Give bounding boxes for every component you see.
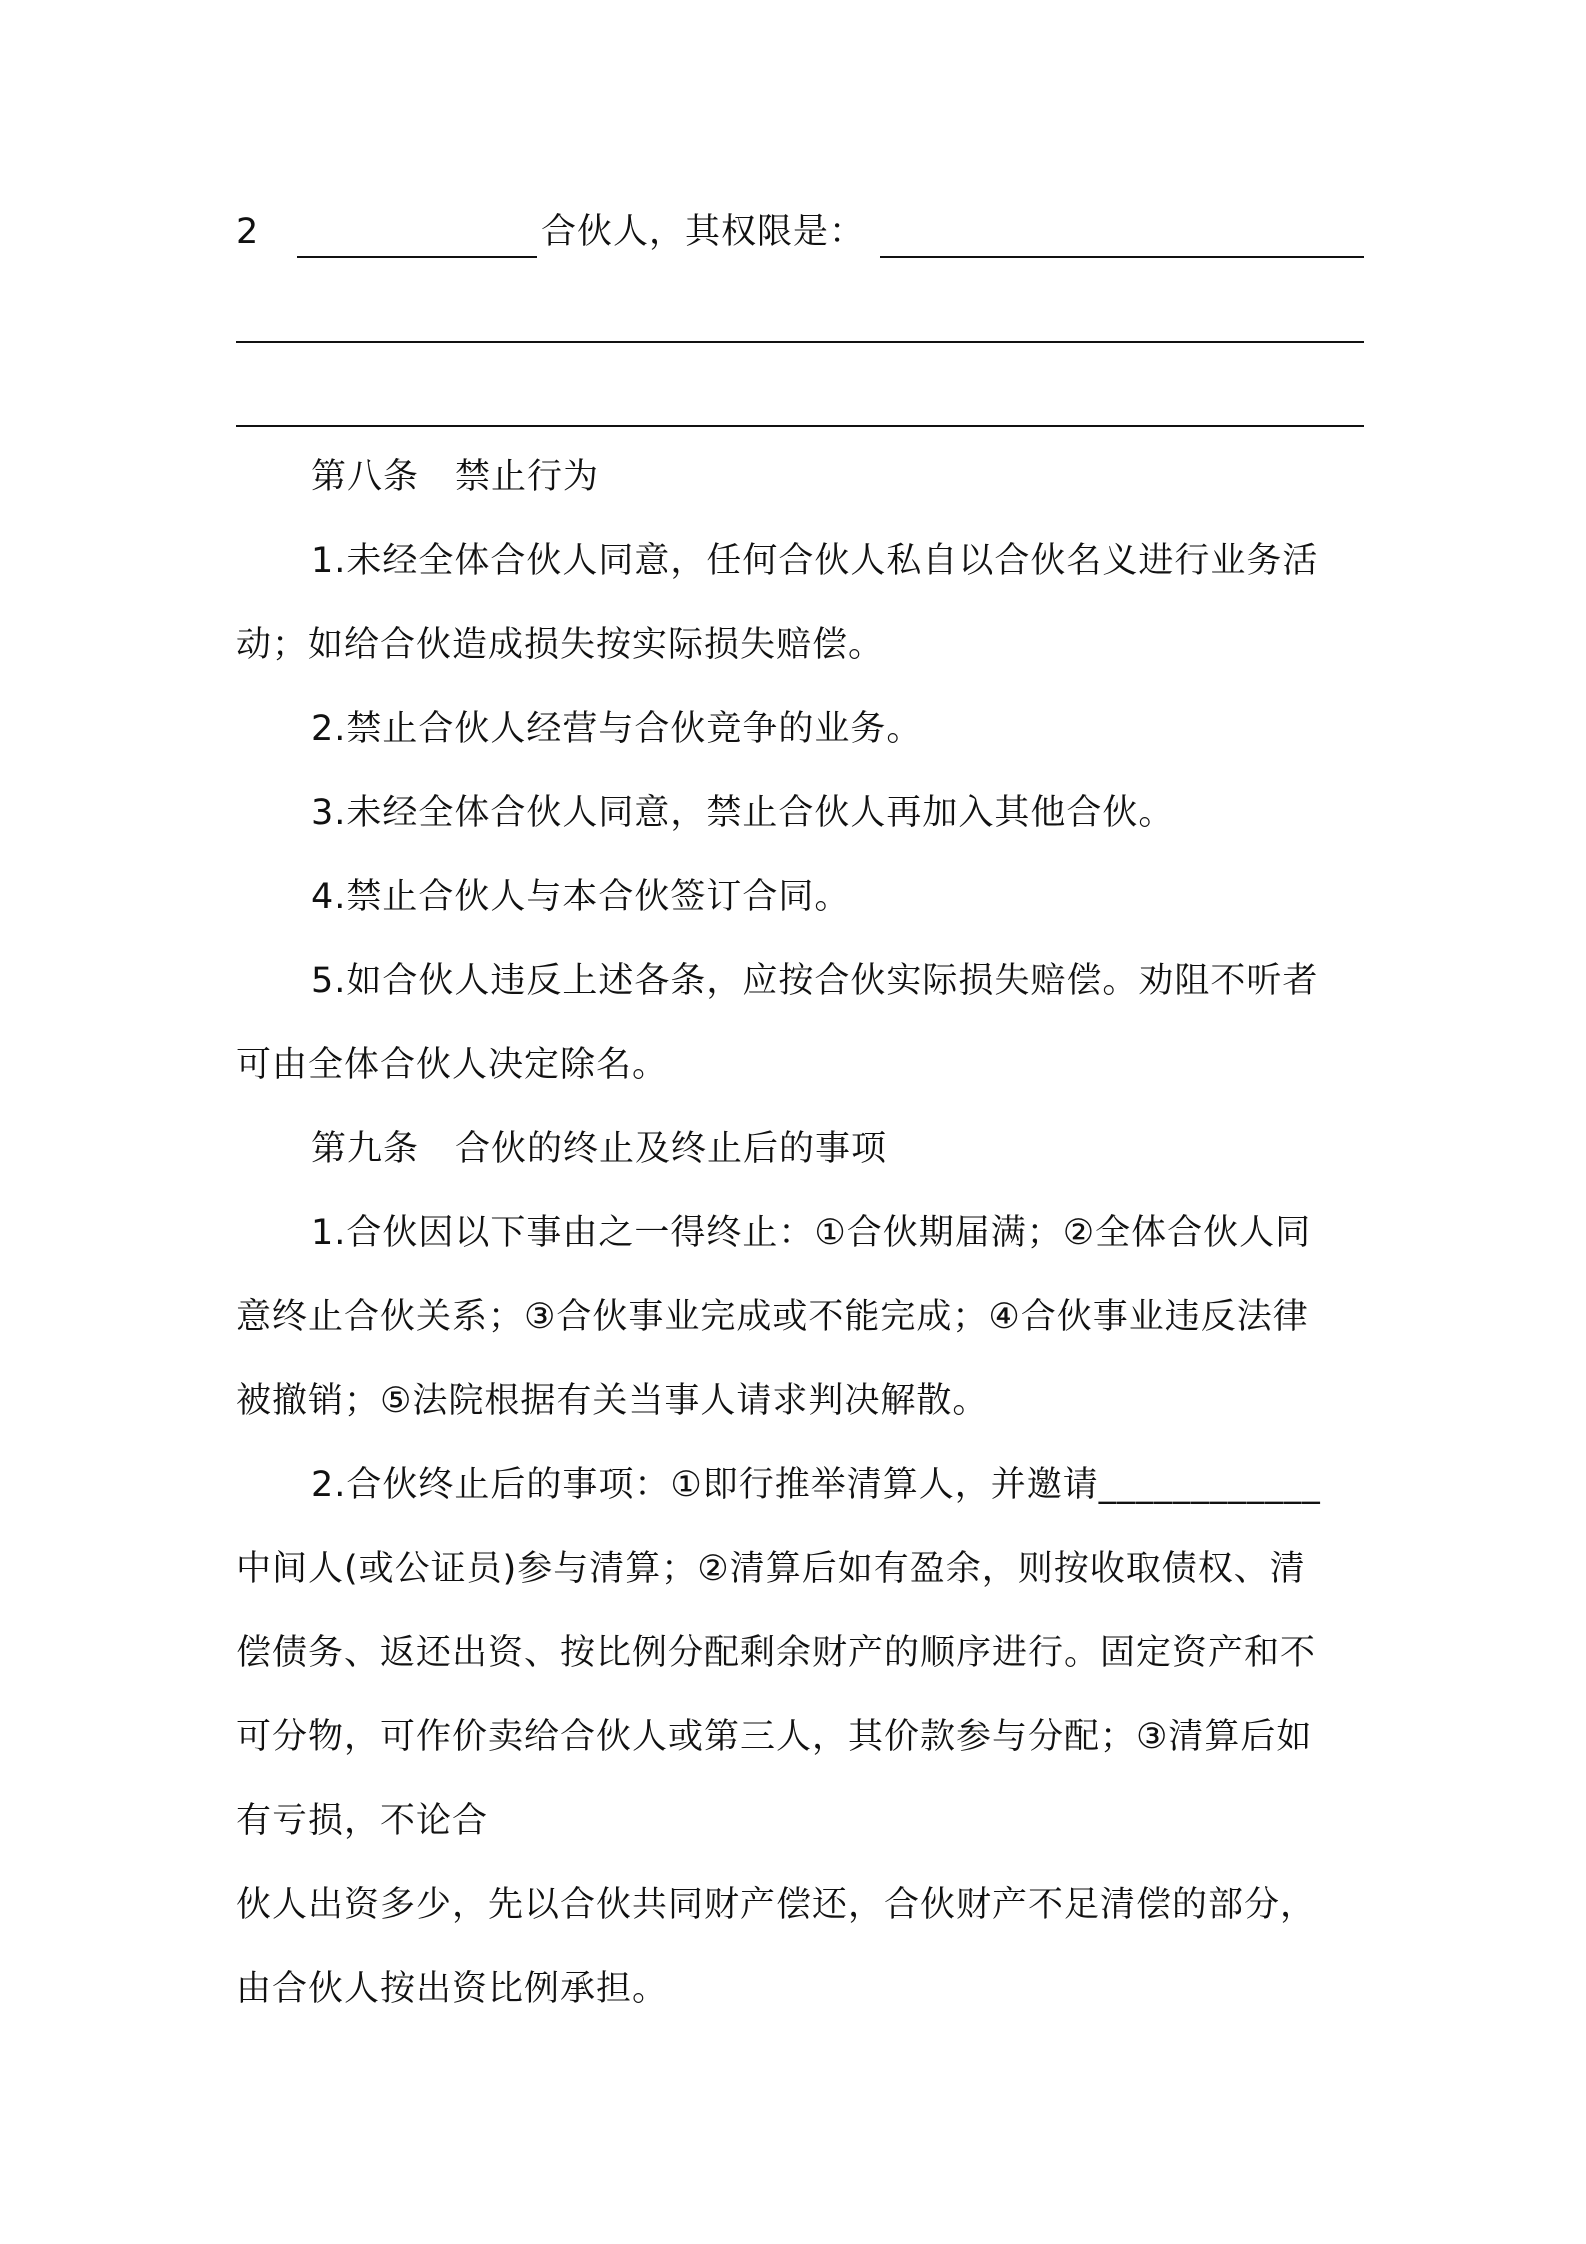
article8-line-7: 可由全体合伙人决定除名。 xyxy=(236,1045,669,1085)
article9-line-5: 中间人(或公证员)参与清算；②清算后如有盈余，则按收取债权、清 xyxy=(236,1549,1306,1589)
article8-title: 禁止行为 xyxy=(455,457,600,497)
article9-line-8: 有亏损，不论合 xyxy=(236,1801,489,1841)
article8-number: 第八条 xyxy=(311,457,420,497)
blank-line-1 xyxy=(236,341,1364,343)
blank-line-2 xyxy=(236,425,1364,427)
clause-number: 2 xyxy=(236,212,259,252)
blank-underline-authority xyxy=(880,256,1364,258)
article9-title: 合伙的终止及终止后的事项 xyxy=(455,1129,888,1169)
article8-line-6: 5.如合伙人违反上述各条，应按合伙实际损失赔偿。劝阻不听者 xyxy=(311,961,1319,1001)
article9-line-9: 伙人出资多少，先以合伙共同财产偿还，合伙财产不足清偿的部分， xyxy=(236,1885,1317,1925)
article8-heading xyxy=(311,452,1366,502)
article9-line-1: 1.合伙因以下事由之一得终止：①合伙期届满；②全体合伙人同 xyxy=(311,1213,1312,1253)
article8-line-4: 3.未经全体合伙人同意，禁止合伙人再加入其他合伙。 xyxy=(311,793,1175,833)
article8-line-3: 2.禁止合伙人经营与合伙竞争的业务。 xyxy=(311,709,923,749)
article9-line-7: 可分物，可作价卖给合伙人或第三人，其价款参与分配；③清算后如 xyxy=(236,1717,1313,1757)
article8-line-5: 4.禁止合伙人与本合伙签订合同。 xyxy=(311,877,851,917)
article9-heading xyxy=(311,1124,1366,1174)
blank-underline-partner xyxy=(297,256,537,258)
article9-line-2: 意终止合伙关系；③合伙事业完成或不能完成；④合伙事业违反法律 xyxy=(236,1297,1309,1337)
article8-line-2: 动；如给合伙造成损失按实际损失赔偿。 xyxy=(236,625,885,665)
article9-line-6: 偿债务、返还出资、按比例分配剩余财产的顺序进行。固定资产和不 xyxy=(236,1633,1317,1673)
article9-line-3: 被撤销；⑤法院根据有关当事人请求判决解散。 xyxy=(236,1381,989,1421)
article9-line-4: 2.合伙终止后的事项：①即行推举清算人，并邀请____________ xyxy=(311,1465,1321,1505)
article9-number: 第九条 xyxy=(311,1129,420,1169)
article8-line-1: 1.未经全体合伙人同意，任何合伙人私自以合伙名义进行业务活 xyxy=(311,541,1319,581)
article9-line-10: 由合伙人按出资比例承担。 xyxy=(236,1969,669,2009)
clause-text: 合伙人，其权限是： xyxy=(541,212,866,252)
